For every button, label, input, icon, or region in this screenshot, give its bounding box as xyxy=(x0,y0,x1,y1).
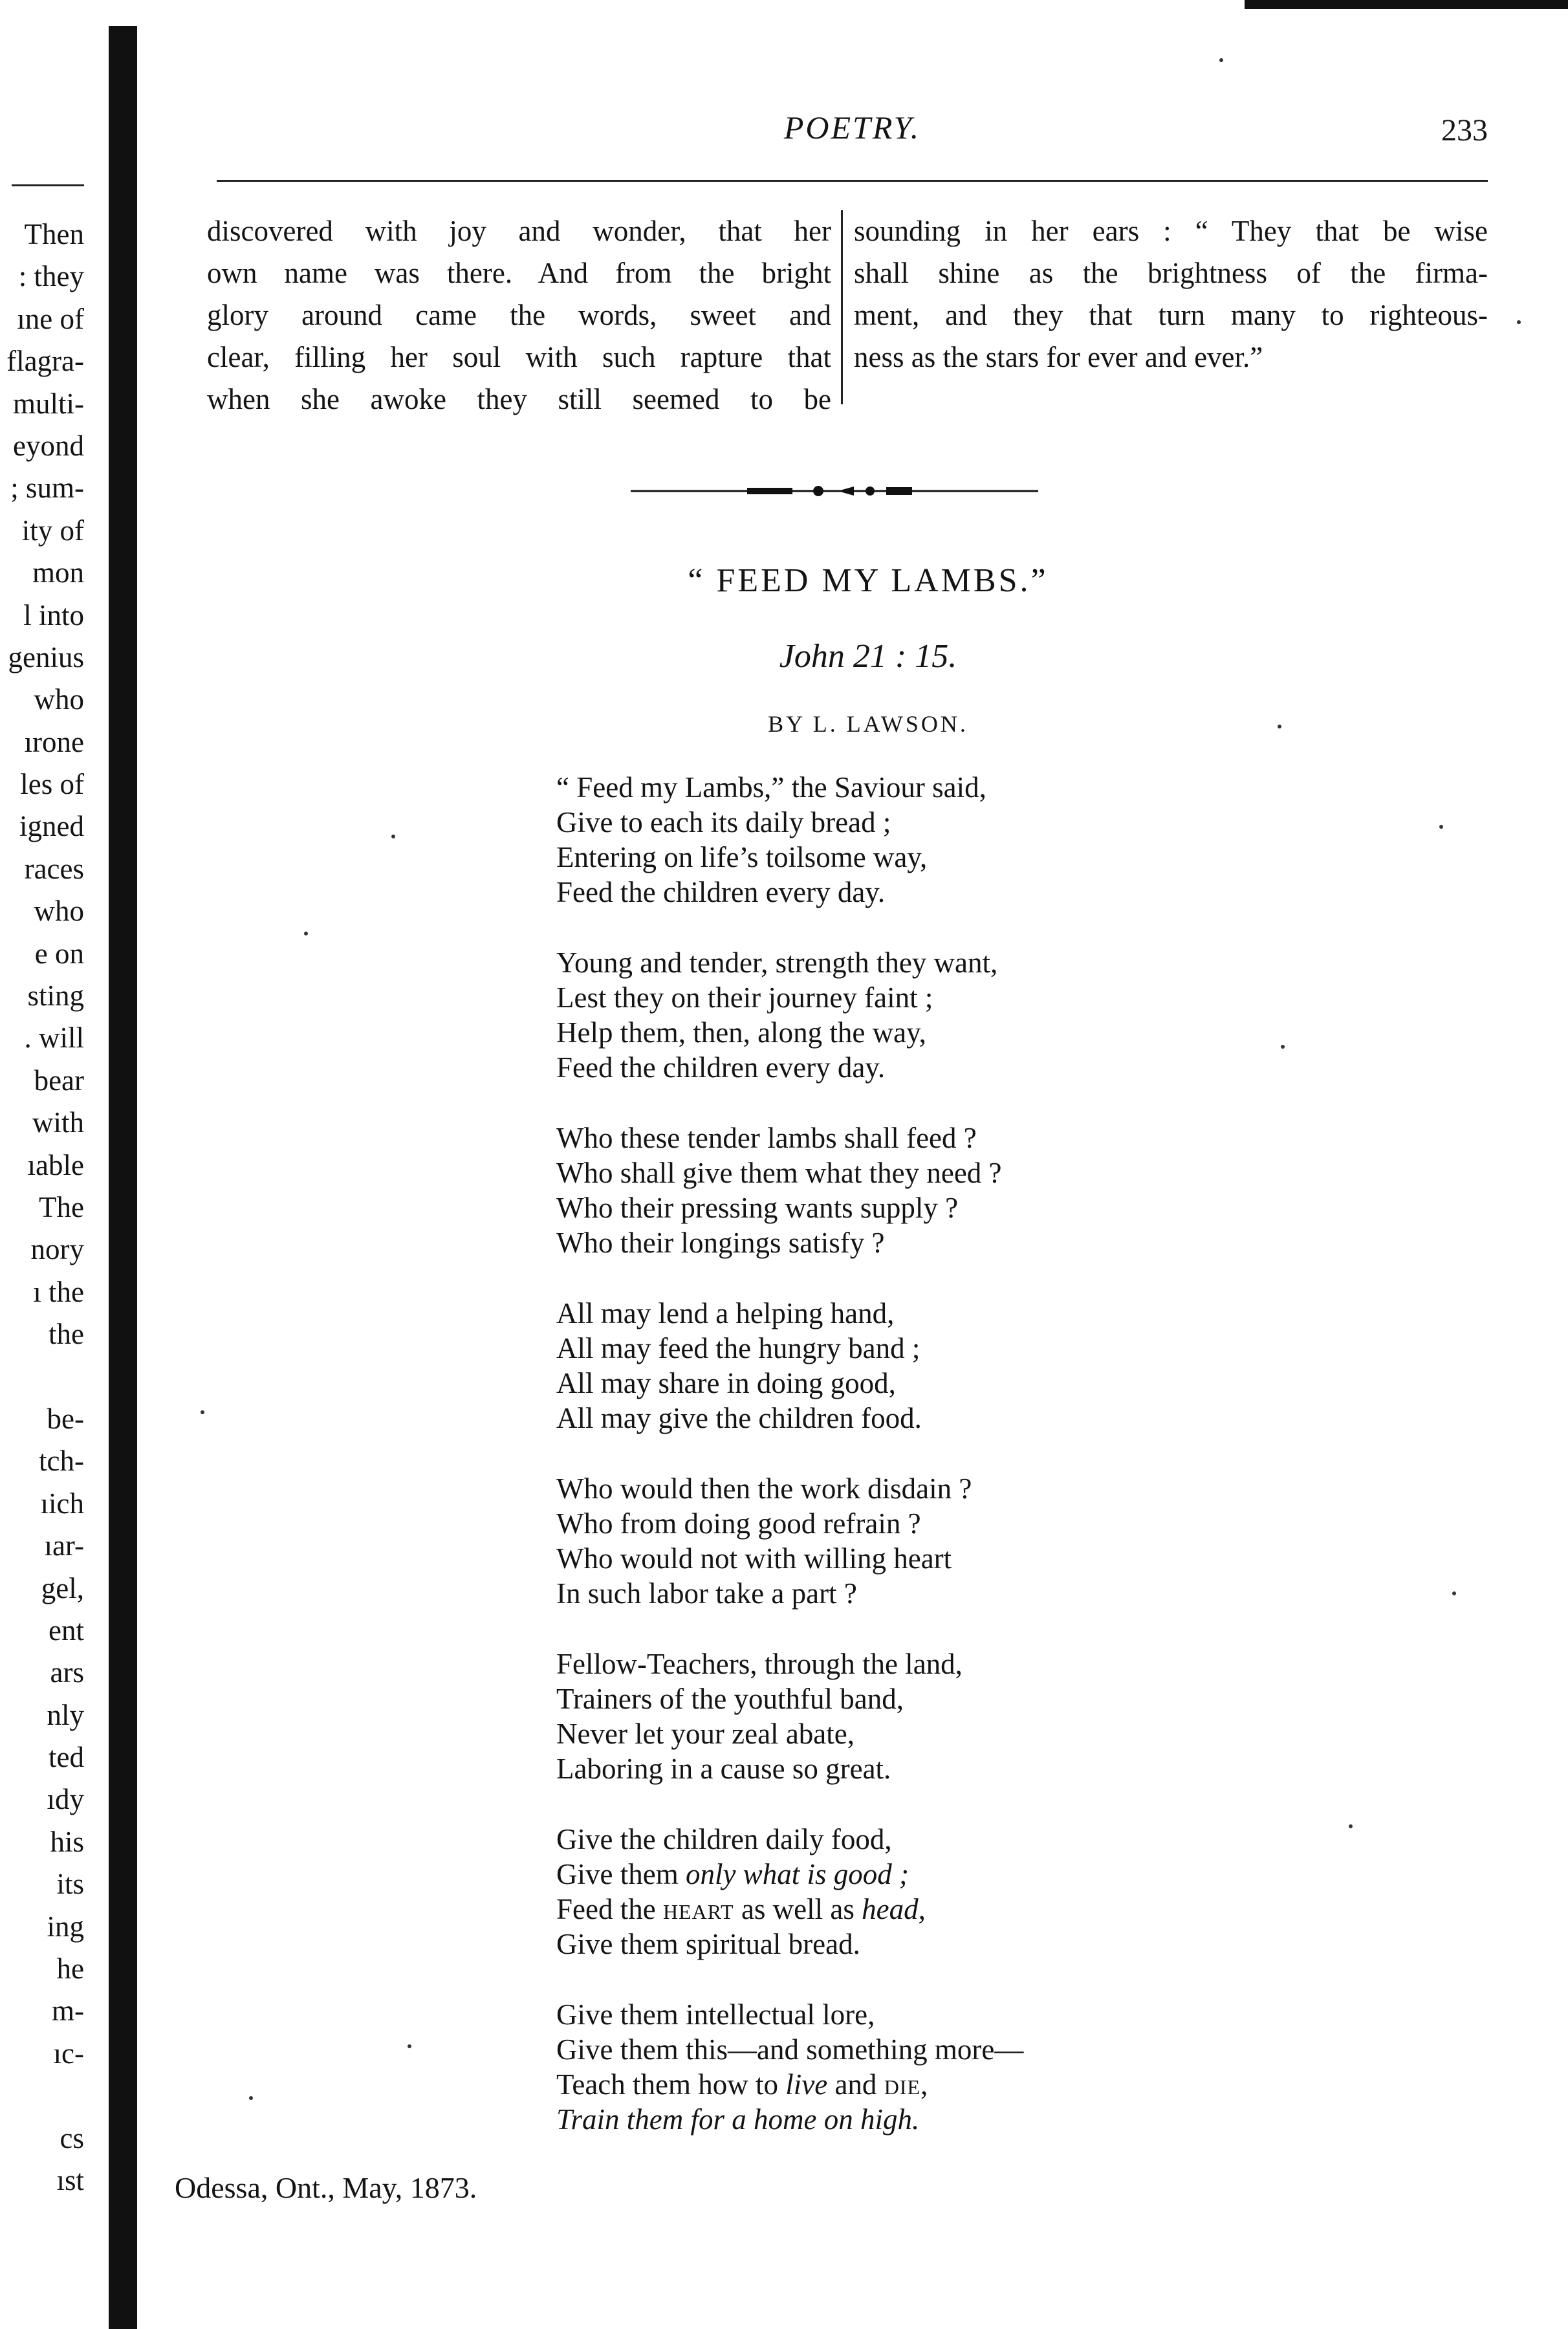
scan-speck xyxy=(1278,725,1281,728)
verse-line: All may feed the hungry band ; xyxy=(556,1332,920,1364)
verse-line: Give them intellectual lore, xyxy=(556,1998,875,2031)
scan-speck xyxy=(304,932,308,935)
verse-line: All may lend a helping hand, xyxy=(556,1297,895,1329)
verse-line: Who from doing good refrain ? xyxy=(556,1507,921,1540)
margin-fragment: ars xyxy=(50,1656,84,1689)
verse-line: “ Feed my Lambs,” the Saviour said, xyxy=(556,771,986,804)
margin-fragment: nly xyxy=(47,1698,84,1731)
poem-body xyxy=(556,770,1203,2172)
margin-fragment: ıich xyxy=(40,1487,84,1520)
previous-page-margin-fragments xyxy=(0,213,91,2202)
stanza xyxy=(556,1471,1203,1611)
margin-fragment: mon xyxy=(32,556,84,589)
story-continuation xyxy=(207,210,1488,430)
stanza xyxy=(556,945,1203,1085)
running-title: POETRY. xyxy=(783,109,921,146)
stanza xyxy=(556,1121,1203,1260)
verse-line: Who would not with willing heart xyxy=(556,1542,952,1575)
margin-fragment: eyond xyxy=(13,429,84,462)
text-line: clear, filling her soul with such rapture that xyxy=(207,341,831,373)
margin-fragment: ıc- xyxy=(53,2037,84,2070)
verse-line: Entering on life’s toilsome way, xyxy=(556,841,928,873)
text-line: discovered with joy and wonder, that her xyxy=(207,215,831,247)
margin-fragment: e on xyxy=(34,937,84,970)
verse-line: Give them spiritual bread. xyxy=(556,1928,860,1960)
margin-fragment: its xyxy=(56,1868,84,1901)
margin-fragment: The xyxy=(39,1190,84,1223)
top-edge-rule xyxy=(1245,0,1568,9)
margin-fragment: gel, xyxy=(41,1571,84,1604)
text-line: shall shine as the brightness of the firma- xyxy=(854,257,1488,289)
verse-line: Who their pressing wants supply ? xyxy=(556,1192,959,1224)
poem-byline: BY L. LAWSON. xyxy=(768,711,968,737)
margin-fragment: tch- xyxy=(39,1445,84,1478)
margin-fragment: ing xyxy=(47,1910,84,1943)
page-number: 233 xyxy=(1441,113,1488,148)
verse-fragment-italic: live xyxy=(785,2068,828,2101)
dateline: Odessa, Ont., May, 1873. xyxy=(175,2171,477,2204)
text-line: ment, and they that turn many to righteous- xyxy=(854,299,1488,331)
poem-title: “ FEED MY LAMBS.” xyxy=(688,562,1049,599)
verse-line: Give them this—and something more— xyxy=(556,2033,1024,2066)
scan-speck xyxy=(408,2044,411,2048)
verse-fragment: Feed the xyxy=(556,1893,663,1925)
verse-line: Fellow-Teachers, through the land, xyxy=(556,1648,963,1680)
verse-fragment: Give them xyxy=(556,1858,686,1890)
column-divider xyxy=(841,210,843,404)
verse-line: Give the children daily food, xyxy=(556,1823,892,1855)
margin-fragment: l into xyxy=(23,598,84,631)
verse-fragment-small-caps: heart xyxy=(662,1893,734,1925)
scan-speck xyxy=(1281,1045,1285,1049)
margin-fragment: the xyxy=(49,1318,84,1351)
scan-speck xyxy=(201,1410,204,1414)
verse-line: Who would then the work disdain ? xyxy=(556,1472,972,1505)
stanza xyxy=(556,1822,1203,1962)
margin-fragment: sting xyxy=(27,979,84,1012)
poem-scripture-reference: John 21 : 15. xyxy=(779,638,957,675)
previous-page-rule xyxy=(12,184,84,186)
verse-fragment: as well as xyxy=(734,1893,862,1925)
section-ornament xyxy=(631,481,1038,501)
verse-fragment: Teach them how to xyxy=(556,2068,786,2101)
verse-line: Who shall give them what they need ? xyxy=(556,1157,1002,1189)
margin-fragment: ıar- xyxy=(44,1529,84,1562)
running-head xyxy=(217,109,1488,154)
verse-line: Train them for a home on high. xyxy=(556,2103,920,2136)
verse-line: Give to each its daily bread ; xyxy=(556,806,891,838)
verse-line: Feed the children every day. xyxy=(556,1051,886,1084)
margin-fragment: his xyxy=(50,1825,84,1858)
margin-fragment: ıne of xyxy=(17,302,84,335)
margin-fragment: who xyxy=(34,895,84,928)
verse-fragment-small-caps: die, xyxy=(884,2068,929,2101)
margin-fragment: m- xyxy=(52,1995,84,2028)
text-line: own name was there. And from the bright xyxy=(207,257,831,289)
scan-speck xyxy=(1439,825,1443,829)
scan-speck xyxy=(1452,1591,1456,1595)
margin-fragment: genius xyxy=(8,640,84,673)
scan-speck xyxy=(249,2096,253,2100)
margin-fragment: bear xyxy=(34,1064,84,1097)
verse-fragment: and xyxy=(827,2068,884,2101)
header-rule xyxy=(217,180,1488,182)
continuation-right-column xyxy=(854,210,1488,378)
margin-fragment: nory xyxy=(30,1233,84,1266)
margin-fragment: ity of xyxy=(21,514,84,547)
text-line: glory around came the words, sweet and xyxy=(207,299,831,331)
scan-speck xyxy=(1349,1824,1353,1828)
verse-line: In such labor take a part ? xyxy=(556,1577,857,1610)
verse-line: Lest they on their journey faint ; xyxy=(556,981,933,1014)
margin-fragment: ı the xyxy=(33,1275,84,1308)
margin-fragment: flagra- xyxy=(6,345,84,378)
text-line: when she awoke they still seemed to be xyxy=(207,383,831,415)
verse-line: Never let your zeal abate, xyxy=(556,1718,855,1750)
verse-line: Who their longings satisfy ? xyxy=(556,1227,885,1259)
verse-line: All may share in doing good, xyxy=(556,1367,896,1399)
stanza xyxy=(556,1296,1203,1436)
margin-fragment: : they xyxy=(18,260,84,293)
verse-line: Laboring in a cause so great. xyxy=(556,1753,891,1785)
continuation-left-column xyxy=(207,210,831,421)
verse-line: Trainers of the youthful band, xyxy=(556,1683,904,1715)
binding-shadow xyxy=(109,26,137,2329)
stanza xyxy=(556,1997,1203,2137)
scan-speck xyxy=(391,835,395,838)
margin-fragment: be- xyxy=(47,1402,84,1435)
margin-fragment: who xyxy=(34,683,84,716)
verse-line xyxy=(556,2067,1203,2102)
margin-fragment: les of xyxy=(20,768,84,801)
verse-line: Young and tender, strength they want, xyxy=(556,946,998,979)
margin-fragment: ted xyxy=(49,1741,84,1774)
margin-fragment: ıst xyxy=(56,2163,84,2196)
text-line: sounding in her ears : “ They that be wise xyxy=(854,215,1488,247)
verse-line xyxy=(556,1892,1203,1927)
text-line: ness as the stars for ever and ever.” xyxy=(854,341,1263,373)
margin-fragment: igned xyxy=(19,810,84,843)
margin-fragment: ırone xyxy=(24,725,84,758)
stanza xyxy=(556,1646,1203,1786)
margin-fragment: . will xyxy=(24,1022,84,1055)
margin-fragment: Then xyxy=(24,218,84,250)
verse-line: Who these tender lambs shall feed ? xyxy=(556,1122,977,1154)
verse-line: Feed the children every day. xyxy=(556,876,886,908)
verse-line: Help them, then, along the way, xyxy=(556,1016,926,1049)
stanza xyxy=(556,770,1203,910)
verse-fragment-italic: head, xyxy=(862,1893,926,1925)
scan-speck xyxy=(1219,58,1223,62)
margin-fragment: multi- xyxy=(13,387,84,420)
margin-fragment: ent xyxy=(49,1613,84,1646)
margin-fragment: with xyxy=(32,1106,84,1139)
margin-fragment: he xyxy=(56,1952,84,1985)
scan-speck xyxy=(1517,320,1521,324)
margin-fragment: ıable xyxy=(27,1148,84,1181)
verse-fragment-italic: only what is good ; xyxy=(685,1858,909,1890)
margin-fragment: ıdy xyxy=(47,1783,84,1816)
verse-line xyxy=(556,1857,1203,1892)
margin-fragment: ; sum- xyxy=(10,472,84,505)
verse-line: All may give the children food. xyxy=(556,1402,922,1434)
margin-fragment: races xyxy=(24,852,84,885)
margin-fragment: cs xyxy=(60,2121,84,2154)
